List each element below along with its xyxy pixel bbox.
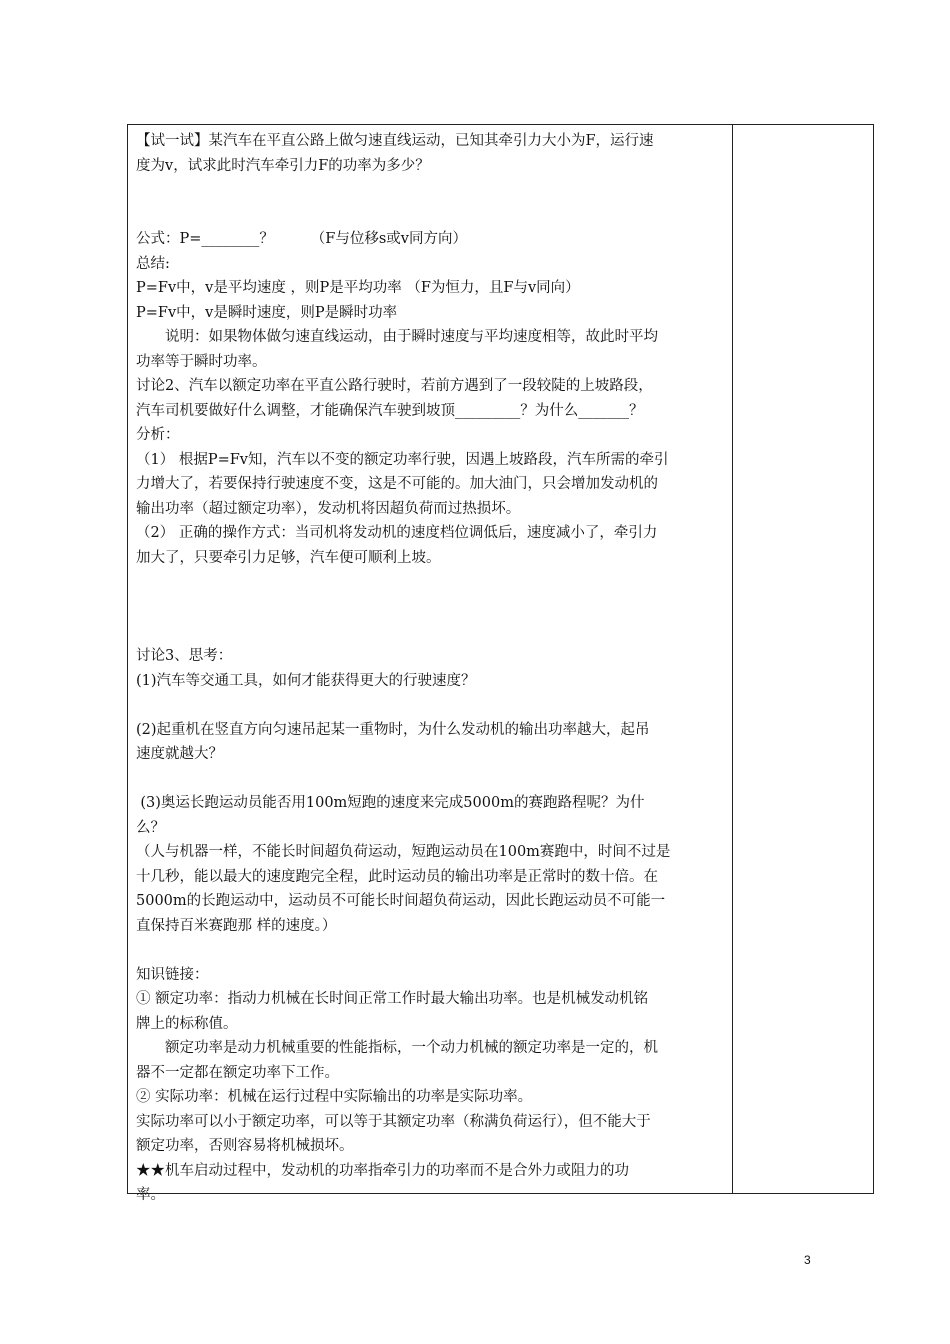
summary-line: P=Fv中，v是瞬时速度，则P是瞬时功率	[136, 304, 398, 321]
column-divider	[732, 125, 733, 1193]
question-line: (2)起重机在竖直方向匀速吊起某一重物时，为什么发动机的输出功率越大，起吊	[136, 721, 650, 738]
question-line: (3)奥运长跑运动员能否用100m短跑的速度来完成5000m的赛跑路程呢？为什	[140, 795, 645, 811]
main-cell	[136, 129, 726, 1208]
note-line: 说明：如果物体做匀速直线运动，由于瞬时速度与平均速度相等，故此时平均	[165, 329, 658, 345]
try-it-line: 度为v，试求此时汽车牵引力F的功率为多少？	[136, 157, 430, 174]
analysis-line: 力增大了，若要保持行驶速度不变，这是不可能的。加大油门，只会增加发动机的	[136, 476, 658, 492]
answer-line: 直保持百米赛跑那 样的速度。）	[136, 917, 337, 934]
answer-line: 5000m的长跑运动中，运动员不可能长时间超负荷运动，因此长跑运动员不可能一	[136, 893, 666, 909]
discussion2-line: 汽车司机要做好什么调整，才能确保汽车驶到坡顶_________？为什么_______？	[136, 402, 644, 419]
page-number: 3	[804, 1253, 811, 1267]
knowledge-line: 牌上的标称值。	[136, 1015, 238, 1032]
knowledge-heading: 知识链接：	[136, 966, 209, 983]
answer-line: （人与机器一样，不能长时间超负荷运动，短跑运动员在100m赛跑中，时间不过是	[136, 844, 671, 860]
analysis-line: （2） 正确的操作方式：当司机将发动机的速度档位调低后，速度减小了，牵引力	[136, 525, 658, 541]
analysis-line: （1） 根据P=Fv知，汽车以不变的额定功率行驶，因遇上坡路段，汽车所需的牵引	[136, 451, 669, 468]
discussion3-heading: 讨论3、思考：	[136, 648, 233, 664]
knowledge-line: ① 额定功率：指动力机械在长时间正常工作时最大输出功率。也是机械发动机铭	[136, 991, 649, 1007]
knowledge-line: ★★机车启动过程中，发动机的功率指牵引力的功率而不是合外力或阻力的功	[136, 1162, 629, 1179]
analysis-line: 输出功率（超过额定功率），发动机将因超负荷而过热损坏。	[136, 500, 521, 517]
answer-line: 十几秒，能以最大的速度跑完全程，此时运动员的输出功率是正常时的数十倍。在	[136, 868, 658, 885]
try-it-line: 【试一试】某汽车在平直公路上做匀速直线运动，已知其牵引力大小为F，运行速	[136, 133, 654, 149]
question-line: 速度就越大？	[136, 746, 223, 762]
note-line: 功率等于瞬时功率。	[136, 353, 267, 370]
question-line: 么？	[136, 819, 165, 836]
knowledge-line: 额定功率是动力机械重要的性能指标，一个动力机械的额定功率是一定的，机	[165, 1040, 658, 1056]
analysis-line: 加大了，只要牵引力足够，汽车便可顺利上坡。	[136, 549, 441, 566]
knowledge-line: 实际功率可以小于额定功率，可以等于其额定功率（称满负荷运行），但不能大于	[136, 1113, 651, 1130]
summary-heading: 总结:	[136, 255, 170, 272]
knowledge-line: 额定功率，否则容易将机械损坏。	[136, 1138, 354, 1154]
question-line: (1)汽车等交通工具，如何才能获得更大的行驶速度？	[136, 672, 476, 689]
knowledge-line: ② 实际功率：机械在运行过程中实际输出的功率是实际功率。	[136, 1089, 533, 1105]
formula-line: 公式：P=________？ （F与位移s或v同方向）	[136, 231, 467, 247]
discussion2-line: 讨论2、汽车以额定功率在平直公路行驶时，若前方遇到了一段较陡的上坡路段，	[136, 378, 653, 394]
knowledge-line: 器不一定都在额定功率下工作。	[136, 1064, 339, 1081]
summary-line: P=Fv中，v是平均速度 ，则P是平均功率 （F为恒力，且F与v同向）	[136, 280, 580, 296]
content-table	[127, 124, 874, 1203]
knowledge-line: 率。	[136, 1187, 165, 1203]
analysis-heading: 分析：	[136, 427, 180, 443]
